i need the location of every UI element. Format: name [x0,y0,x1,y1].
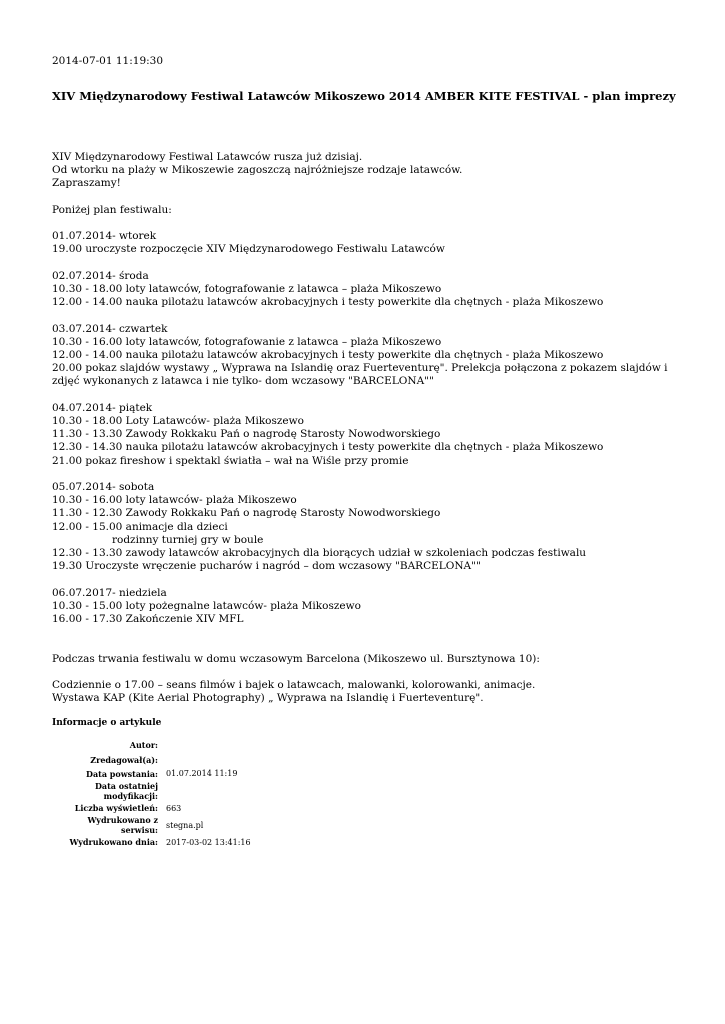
schedule-event: 12.00 - 15.00 animacje dla dzieci [52,520,228,533]
info-label: Wydrukowano dnia: [69,837,158,848]
info-heading: Informacje o artykule [52,718,162,729]
schedule-event: 10.30 - 15.00 loty pożegnalne latawców- plaża Mikoszewo [52,599,361,612]
day-date: 04.07.2014- piątek [52,401,153,414]
info-label: Wydrukowano z serwisu: [87,815,158,836]
info-label: Zredagował(a): [90,754,158,765]
schedule-event: 12.30 - 14.30 nauka pilotażu latawców akrobacyjnych i testy powerkite dla chętnych - plaża Mikoszewo [52,441,604,454]
article-timestamp: 2014-07-01 11:19:30 [52,55,164,67]
article-body [52,151,692,705]
schedule-event: 21.00 pokaz fireshow i spektakl światła – wał na Wiśle przy promie [52,454,409,467]
schedule-event: 19.30 Uroczyste wręczenie pucharów i nagród – dom wczasowy "BARCELONA"" [52,560,481,573]
info-row [52,801,251,815]
day-date: 02.07.2014- środa [52,269,149,282]
outro-line: Wystawa KAP (Kite Aerial Photography) „ Wyprawa na Islandię i Fuerteventurę". [52,692,484,705]
info-value [166,738,251,752]
intro-line: XIV Międzynarodowy Festiwal Latawców rusza już dzisiaj. [52,151,363,163]
schedule-event: 12.30 - 13.30 zawody latawców akrobacyjnych dla biorących udział w szkoleniach podczas festiwalu [52,547,587,559]
article-info-table [52,738,251,849]
info-label: Autor: [129,740,158,751]
info-label: Liczba wyświetleń: [74,803,158,814]
info-label: Data ostatniej modyfikacji: [94,780,158,801]
info-value: 2017-03-02 13:41:16 [166,837,251,847]
intro-line: Od wtorku na plaży w Mikoszewie zagoszczą najróżniejsze rodzaje latawców. [52,164,463,177]
article-title: XIV Międzynarodowy Festiwal Latawców Mikoszewo 2014 AMBER KITE FESTIVAL - plan imprezy [52,89,676,103]
outro-line: Codziennie o 17.00 – seans filmów i bajek o latawcach, malowanki, kolorowanki, animacje. [52,678,536,691]
info-row [52,753,251,767]
schedule-event: 20.00 pokaz slajdów wystawy „ Wyprawa na Islandię oraz Fuerteventurę". Prelekcja połączona z pokazem slajdów i zdjęć wykonanych z latawca i nie tylko- dom wczasowy "BARCELONA"" [52,362,668,388]
outro-line: Podczas trwania festiwalu w domu wczasowym Barcelona (Mikoszewo ul. Bursztynowa 10): [52,652,540,665]
schedule-event: 10.30 - 16.00 loty latawców- plaża Mikoszewo [52,494,297,507]
schedule-event: 10.30 - 18.00 Loty Latawców- plaża Mikoszewo [52,414,304,427]
info-row [52,781,251,801]
intro-line: Zapraszamy! [52,177,121,190]
info-value: stegna.pl [166,820,204,830]
info-row [52,835,251,849]
schedule-event: 10.30 - 16.00 loty latawców, fotografowanie z latawca – plaża Mikoszewo [52,335,442,348]
info-row [52,815,251,835]
day-date: 03.07.2014- czwartek [52,322,168,335]
info-row [52,738,251,752]
info-value: 01.07.2014 11:19 [166,769,238,779]
printed-article [52,55,692,849]
info-label: Data powstania: [86,768,158,779]
schedule-event: 10.30 - 18.00 loty latawców, fotografowanie z latawca – plaża Mikoszewo [52,282,442,295]
day-date: 01.07.2014- wtorek [52,230,157,243]
info-value [166,781,251,801]
schedule-event: 16.00 - 17.30 Zakończenie XIV MFL [52,613,244,625]
schedule-event: 19.00 uroczyste rozpoczęcie XIV Międzynarodowego Festiwalu Latawców [52,243,445,256]
schedule-event: 12.00 - 14.00 nauka pilotażu latawców akrobacyjnych i testy powerkite dla chętnych - plaża Mikoszewo [52,296,604,309]
info-value: 663 [166,803,182,813]
schedule-event: 12.00 - 14.00 nauka pilotażu latawców akrobacyjnych i testy powerkite dla chętnych - plaża Mikoszewo [52,348,604,361]
schedule-event: 11.30 - 13.30 Zawody Rokkaku Pań o nagrodę Starosty Nowodworskiego [52,428,441,441]
day-date: 06.07.2017- niedziela [52,586,167,599]
schedule-event: 11.30 - 12.30 Zawody Rokkaku Pań o nagrodę Starosty Nowodworskiego [52,507,441,520]
day-date: 05.07.2014- sobota [52,480,155,493]
plan-label: Poniżej plan festiwalu: [52,203,172,216]
info-value [166,753,251,767]
info-row [52,767,251,781]
schedule-event-indented: rodzinny turniej gry w boule [112,533,264,546]
